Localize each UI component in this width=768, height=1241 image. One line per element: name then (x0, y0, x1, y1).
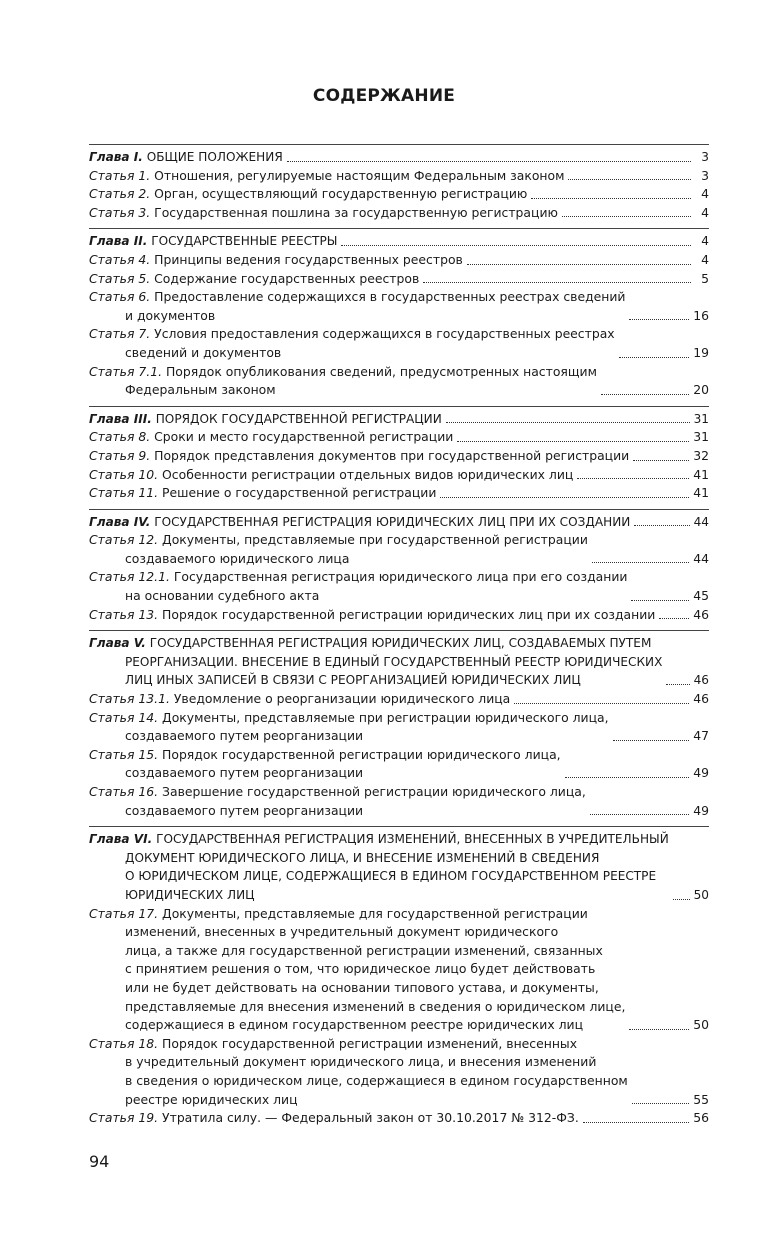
page-ref: 55 (693, 1091, 709, 1107)
entry-title: создаваемого путем реорганизации (125, 765, 364, 781)
toc-article-entry[interactable] (89, 363, 709, 400)
toc-article-entry[interactable] (89, 325, 709, 362)
entry-title: ГОСУДАРСТВЕННАЯ РЕГИСТРАЦИЯ ЮРИДИЧЕСКИХ ЛИЦ, СОЗДАВАЕМЫХ ПУТЕМ (149, 636, 652, 651)
entry-title: представляемые для внесения изменений в сведения о юридическом лице, (125, 998, 626, 1014)
page-ref: 3 (701, 167, 709, 183)
page-ref: 4 (701, 251, 709, 267)
toc-chapter-entry[interactable] (89, 232, 709, 251)
entry-title: в сведения о юридическом лице, содержащиеся в едином государственном (125, 1072, 628, 1088)
entry-line (89, 251, 463, 270)
entry-label: Статья 14. (89, 709, 159, 725)
entry-title: Порядок государственной регистрации юридических лиц при их создании (162, 606, 656, 622)
entry-label: Статья 16. (89, 784, 159, 799)
toc-article-entry[interactable] (89, 447, 709, 466)
dot-leader (631, 600, 689, 601)
entry-line (89, 167, 564, 186)
entry-line (89, 232, 337, 251)
entry-line (89, 550, 588, 569)
page-ref: 44 (693, 550, 709, 566)
entry-label: Статья 12.1. (89, 569, 170, 585)
page-ref: 3 (701, 150, 709, 164)
dot-leader (629, 319, 689, 320)
entry-line (89, 381, 597, 400)
page-ref: 50 (693, 1017, 709, 1033)
entry-title: ОБЩИЕ ПОЛОЖЕНИЯ (146, 150, 283, 164)
toc-article-entry[interactable] (89, 484, 709, 503)
toc-article-entry[interactable] (89, 466, 709, 485)
entry-title: Условия предоставления содержащихся в государственных реестрах (154, 326, 615, 342)
dot-leader (632, 1103, 689, 1104)
entry-title: создаваемого путем реорганизации (125, 728, 364, 744)
entry-label: Глава II. (89, 234, 148, 249)
entry-text (89, 905, 625, 1035)
entry-line (89, 905, 625, 924)
entry-text (89, 270, 419, 289)
page-ref: 45 (693, 588, 709, 604)
entry-line (89, 830, 669, 849)
dot-leader (467, 264, 691, 265)
entry-line (89, 960, 625, 979)
entry-title: ГОСУДАРСТВЕННАЯ РЕГИСТРАЦИЯ ИЗМЕНЕНИЙ, ВНЕСЕННЫХ В УЧРЕДИТЕЛЬНЫЙ (156, 832, 669, 847)
dot-leader (577, 478, 689, 479)
page-ref: 56 (693, 1110, 709, 1126)
entry-line (89, 979, 625, 998)
entry-label: Статья 9. (89, 447, 151, 463)
entry-label: Статья 8. (89, 429, 151, 445)
page-ref: 5 (701, 270, 709, 286)
entry-line (89, 185, 527, 204)
toc-article-entry[interactable] (89, 204, 709, 223)
entry-title: Сроки и место государственной регистрации (154, 429, 454, 445)
entry-text (89, 204, 558, 223)
entry-title: Утратила силу. — Федеральный закон от 30.10.2017 № 312-ФЗ. (162, 1110, 579, 1126)
entry-line (89, 568, 627, 587)
entry-line (89, 270, 419, 289)
dot-leader (568, 179, 691, 180)
entry-title: Документы, представляемые при государственной регистрации (162, 532, 588, 548)
entry-line (89, 746, 561, 765)
entry-label: Статья 18. (89, 1035, 159, 1051)
entry-title: лица, а также для государственной регистрации изменений, связанных (125, 942, 603, 958)
dot-leader (565, 777, 690, 778)
entry-line (89, 849, 669, 868)
entry-text (89, 148, 283, 167)
entry-text (89, 428, 453, 447)
entry-text (89, 288, 625, 325)
entry-title: на основании судебного акта (125, 588, 320, 604)
entry-line (89, 410, 442, 429)
dot-leader (287, 161, 691, 162)
dot-leader (601, 394, 689, 395)
entry-text (89, 484, 436, 503)
entry-text (89, 568, 627, 605)
entry-title: Орган, осуществляющий государственную регистрацию (154, 186, 528, 202)
entry-title: Особенности регистрации отдельных видов юридических лиц (162, 466, 574, 482)
toc-article-entry[interactable] (89, 428, 709, 447)
dot-leader (457, 441, 689, 442)
toc-chapter-block (89, 509, 709, 625)
page-ref: 20 (693, 382, 709, 398)
entry-label: Статья 15. (89, 746, 159, 762)
entry-title: ГОСУДАРСТВЕННАЯ РЕГИСТРАЦИЯ ЮРИДИЧЕСКИХ ЛИЦ ПРИ ИХ СОЗДАНИИ (154, 514, 631, 529)
entry-text (89, 232, 337, 251)
dot-leader (613, 740, 690, 741)
entry-line (89, 606, 655, 625)
entry-title: Государственная пошлина за государственную регистрацию (154, 204, 558, 220)
page-ref: 41 (693, 485, 709, 501)
entry-text (89, 830, 669, 904)
dot-leader (531, 198, 691, 199)
entry-line (89, 1109, 579, 1128)
toc-chapter-block (89, 144, 709, 222)
page-ref: 4 (701, 204, 709, 220)
entry-title: Документы, представляемые для государственной регистрации (162, 905, 588, 921)
page-ref: 16 (693, 307, 709, 323)
entry-title: Отношения, регулируемые настоящим Федеральным законом (154, 167, 565, 183)
entry-title: Федеральным законом (125, 382, 276, 398)
dot-leader (562, 216, 691, 217)
page-number: 94 (89, 1152, 110, 1171)
entry-text (89, 513, 630, 532)
entry-line (89, 1091, 628, 1110)
entry-line (89, 288, 625, 307)
dot-leader (629, 1029, 689, 1030)
entry-text (89, 783, 586, 820)
entry-title: РЕОРГАНИЗАЦИИ. ВНЕСЕНИЕ В ЕДИНЫЙ ГОСУДАРСТВЕННЫЙ РЕЕСТР ЮРИДИЧЕСКИХ (125, 654, 663, 669)
toc-article-entry[interactable] (89, 746, 709, 783)
entry-text (89, 531, 588, 568)
entry-line (89, 344, 615, 363)
toc-chapter-block (89, 826, 709, 1128)
entry-line (89, 204, 558, 223)
entry-line (89, 783, 586, 802)
entry-line (89, 727, 609, 746)
entry-label: Статья 2. (89, 186, 151, 202)
entry-text (89, 634, 662, 690)
entry-line (89, 1072, 628, 1091)
entry-label: Статья 7. (89, 326, 151, 342)
page-ref: 46 (693, 691, 709, 707)
entry-line (89, 531, 588, 550)
table-of-contents (89, 144, 709, 1128)
toc-article-entry[interactable] (89, 1035, 709, 1109)
entry-text (89, 363, 597, 400)
entry-title: реестре юридических лиц (125, 1091, 298, 1107)
entry-label: Статья 11. (89, 485, 159, 501)
toc-article-entry[interactable] (89, 167, 709, 186)
toc-article-entry[interactable] (89, 531, 709, 568)
dot-leader (514, 703, 689, 704)
entry-line (89, 513, 630, 532)
page-ref: 32 (693, 447, 709, 463)
entry-line (89, 325, 615, 344)
dot-leader (583, 1122, 689, 1123)
page-ref: 47 (693, 728, 709, 744)
dot-leader (673, 899, 690, 900)
entry-label: Статья 13.1. (89, 691, 170, 707)
entry-title: Порядок государственной регистрации юридического лица, (162, 746, 561, 762)
dot-leader (446, 422, 690, 423)
entry-line (89, 764, 561, 783)
page-ref: 31 (693, 429, 709, 445)
entry-title: Документы, представляемые при регистрации юридического лица, (162, 709, 609, 725)
entry-text (89, 1035, 628, 1109)
toc-chapter-entry[interactable] (89, 830, 709, 904)
entry-line (89, 709, 609, 728)
dot-leader (341, 245, 691, 246)
entry-label: Глава I. (89, 150, 143, 164)
page-ref: 31 (693, 411, 709, 426)
entry-line (89, 587, 627, 606)
entry-title: изменений, внесенных в учредительный документ юридического (125, 924, 559, 940)
entry-label: Глава V. (89, 636, 146, 651)
entry-text (89, 746, 561, 783)
page-ref: 4 (701, 186, 709, 202)
entry-line (89, 484, 436, 503)
entry-text (89, 690, 510, 709)
toc-article-entry[interactable] (89, 606, 709, 625)
entry-line (89, 307, 625, 326)
entry-text (89, 447, 629, 466)
entry-line (89, 886, 669, 905)
entry-label: Статья 10. (89, 466, 159, 482)
entry-label: Статья 19. (89, 1110, 159, 1126)
dot-leader (592, 562, 689, 563)
entry-title: Порядок опубликования сведений, предусмотренных настоящим (165, 363, 597, 379)
toc-article-entry[interactable] (89, 270, 709, 289)
entry-title: Содержание государственных реестров (154, 270, 420, 286)
entry-label: Глава VI. (89, 832, 153, 847)
toc-chapter-block (89, 406, 709, 503)
entry-label: Глава IV. (89, 514, 151, 529)
entry-text (89, 709, 609, 746)
page-ref: 4 (701, 234, 709, 249)
entry-title: Уведомление о реорганизации юридического лица (173, 691, 511, 707)
toc-article-entry[interactable] (89, 709, 709, 746)
entry-title: Государственная регистрация юридического лица при его создании (173, 569, 628, 585)
entry-text (89, 167, 564, 186)
entry-line (89, 690, 510, 709)
entry-label: Статья 12. (89, 532, 159, 548)
page-ref: 46 (693, 606, 709, 622)
toc-article-entry[interactable] (89, 185, 709, 204)
entry-title: Завершение государственной регистрации юридического лица, (162, 784, 586, 799)
entry-line (89, 634, 662, 653)
toc-article-entry[interactable] (89, 690, 709, 709)
page-ref: 44 (693, 514, 709, 529)
entry-line (89, 466, 573, 485)
entry-line (89, 447, 629, 466)
toc-article-entry[interactable] (89, 1109, 709, 1128)
dot-leader (440, 497, 689, 498)
entry-title: Принципы ведения государственных реестров (154, 251, 463, 267)
entry-text (89, 410, 442, 429)
page-ref: 19 (693, 344, 709, 360)
entry-label: Статья 4. (89, 251, 151, 267)
page-ref: 49 (693, 765, 709, 781)
dot-leader (666, 684, 689, 685)
entry-line (89, 653, 662, 672)
toc-chapter-block (89, 228, 709, 399)
entry-title: создаваемого путем реорганизации (125, 802, 364, 818)
entry-text (89, 466, 573, 485)
entry-line (89, 802, 586, 821)
entry-text (89, 325, 615, 362)
entry-label: Статья 17. (89, 905, 159, 921)
toc-article-entry[interactable] (89, 568, 709, 605)
entry-label: Статья 1. (89, 167, 151, 183)
entry-line (89, 1053, 628, 1072)
entry-label: Статья 13. (89, 606, 159, 622)
entry-line (89, 1035, 628, 1054)
entry-label: Статья 6. (89, 289, 151, 305)
toc-article-entry[interactable] (89, 288, 709, 325)
page-title: СОДЕРЖАНИЕ (312, 86, 456, 106)
entry-title: создаваемого юридического лица (125, 550, 350, 566)
entry-text (89, 185, 527, 204)
entry-line (89, 671, 662, 690)
entry-title: Порядок государственной регистрации изменений, внесенных (162, 1035, 578, 1051)
entry-title: Порядок представления документов при государственной регистрации (154, 447, 630, 463)
entry-title: Решение о государственной регистрации (162, 485, 437, 501)
entry-title: сведений и документов (125, 344, 282, 360)
entry-label: Глава III. (89, 411, 152, 426)
toc-chapter-entry[interactable] (89, 513, 709, 532)
toc-chapter-entry[interactable] (89, 634, 709, 690)
entry-text (89, 251, 463, 270)
page-ref: 50 (693, 887, 709, 902)
entry-title: ГОСУДАРСТВЕННЫЕ РЕЕСТРЫ (151, 234, 338, 249)
dot-leader (633, 460, 689, 461)
entry-title: с принятием решения о том, что юридическое лицо будет действовать (125, 961, 596, 977)
dot-leader (590, 814, 689, 815)
toc-article-entry[interactable] (89, 251, 709, 270)
entry-title: ЮРИДИЧЕСКИХ ЛИЦ (125, 887, 255, 902)
toc-chapter-entry[interactable] (89, 410, 709, 429)
entry-label: Статья 3. (89, 204, 151, 220)
toc-article-entry[interactable] (89, 905, 709, 1035)
dot-leader (634, 525, 689, 526)
entry-title: ПОРЯДОК ГОСУДАРСТВЕННОЙ РЕГИСТРАЦИИ (155, 411, 442, 426)
entry-title: ЛИЦ ИНЫХ ЗАПИСЕЙ В СВЯЗИ С РЕОРГАНИЗАЦИЕЙ ЮРИДИЧЕСКИХ ЛИЦ (125, 673, 581, 688)
entry-title: и документов (125, 307, 216, 323)
entry-title: ДОКУМЕНТ ЮРИДИЧЕСКОГО ЛИЦА, И ВНЕСЕНИЕ ИЗМЕНЕНИЙ В СВЕДЕНИЯ (125, 850, 600, 865)
entry-text (89, 1109, 579, 1128)
dot-leader (619, 357, 690, 358)
entry-title: О ЮРИДИЧЕСКОМ ЛИЦЕ, СОДЕРЖАЩИЕСЯ В ЕДИНОМ ГОСУДАРСТВЕННОМ РЕЕСТРЕ (125, 869, 657, 884)
entry-text (89, 606, 655, 625)
entry-label: Статья 7.1. (89, 363, 163, 379)
entry-line (89, 942, 625, 961)
page-ref: 41 (693, 466, 709, 482)
entry-title: Предоставление содержащихся в государственных реестрах сведений (154, 289, 626, 305)
entry-title: в учредительный документ юридического лица, и внесения изменений (125, 1054, 597, 1070)
entry-line (89, 363, 597, 382)
entry-line (89, 998, 625, 1017)
dot-leader (659, 618, 689, 619)
entry-line (89, 923, 625, 942)
toc-chapter-entry[interactable] (89, 148, 709, 167)
page-ref: 46 (693, 673, 709, 688)
entry-label: Статья 5. (89, 270, 151, 286)
toc-article-entry[interactable] (89, 783, 709, 820)
dot-leader (423, 282, 691, 283)
entry-title: содержащиеся в едином государственном реестре юридических лиц (125, 1017, 583, 1033)
page-ref: 49 (693, 802, 709, 818)
entry-title: или не будет действовать на основании типового устава, и документы, (125, 979, 599, 995)
entry-line (89, 867, 669, 886)
toc-chapter-block (89, 630, 709, 820)
entry-line (89, 1016, 625, 1035)
entry-line (89, 428, 453, 447)
entry-line (89, 148, 283, 167)
